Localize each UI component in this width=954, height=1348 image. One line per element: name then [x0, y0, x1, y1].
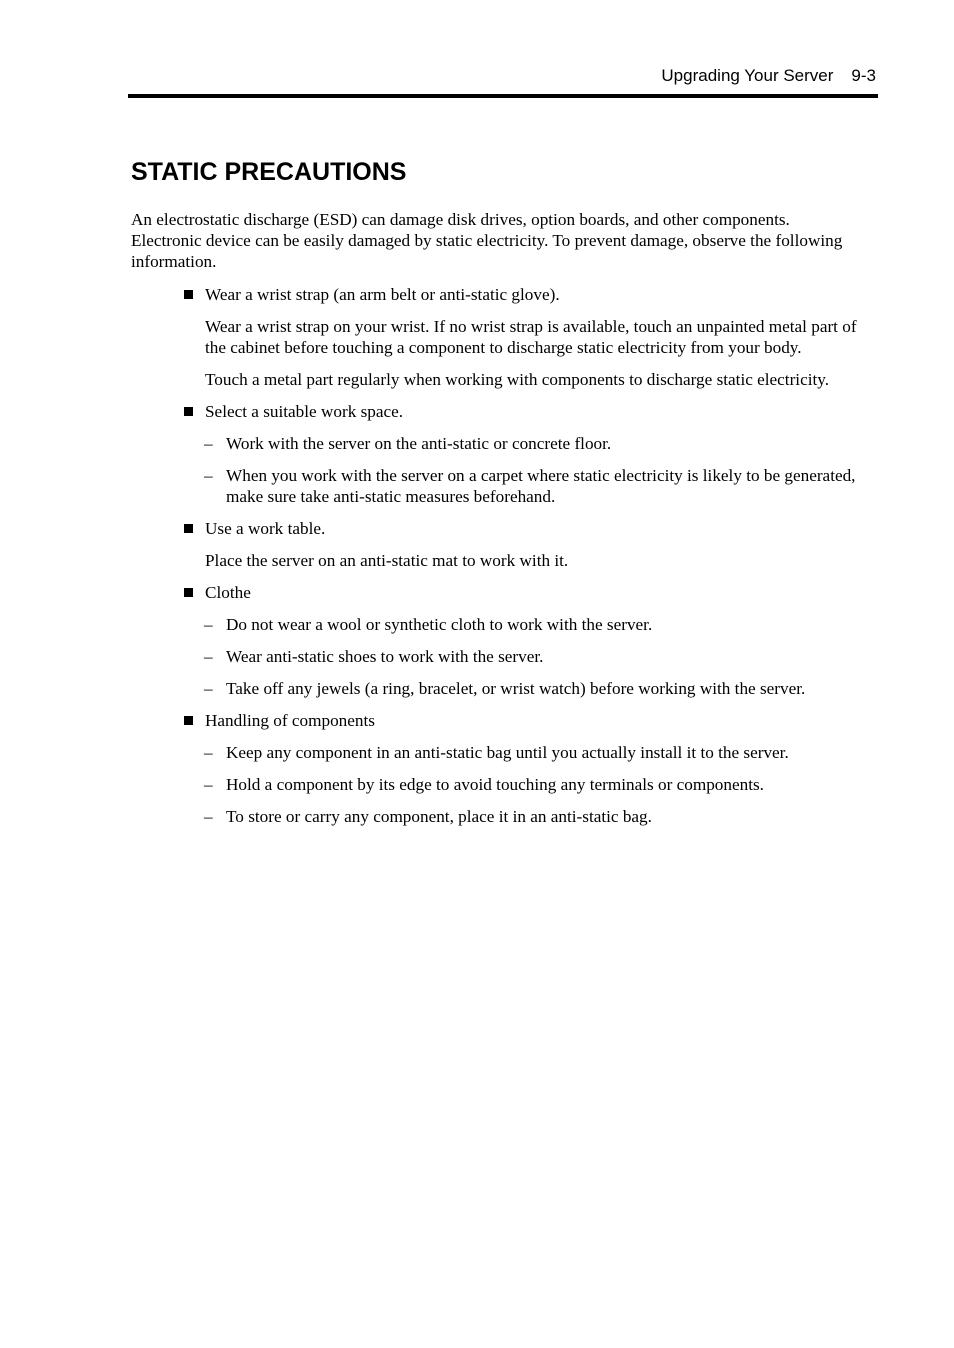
dash-icon: –	[204, 647, 213, 666]
dash-list-item	[184, 614, 864, 635]
dash-icon: –	[204, 466, 213, 485]
page-title: STATIC PRECAUTIONS	[131, 158, 407, 186]
bullet-heading: Clothe	[205, 583, 251, 602]
square-bullet-icon	[184, 588, 193, 597]
precautions-list	[184, 284, 864, 838]
bullet-item	[184, 284, 864, 305]
dash-item-text: Take off any jewels (a ring, bracelet, or wrist watch) before working with the server.	[226, 679, 806, 698]
dash-list-item	[184, 433, 864, 454]
page-header	[128, 64, 878, 98]
dash-item-text: When you work with the server on a carpet where static electricity is likely to be generated, make sure take anti-static measures beforehand.	[226, 466, 856, 506]
sub-paragraph: Place the server on an anti-static mat to work with it.	[205, 551, 569, 570]
dash-list-item	[184, 646, 864, 667]
dash-item-text: Do not wear a wool or synthetic cloth to work with the server.	[226, 615, 653, 634]
dash-item-text: To store or carry any component, place it in an anti-static bag.	[226, 807, 652, 826]
bullet-heading: Use a work table.	[205, 519, 326, 538]
square-bullet-icon	[184, 716, 193, 725]
square-bullet-icon	[184, 407, 193, 416]
dash-icon: –	[204, 807, 213, 826]
intro-paragraph: An electrostatic discharge (ESD) can damage disk drives, option boards, and other components. Electronic device can be easily damaged by static electricity. To prevent damage, observe the following information.	[131, 210, 843, 271]
dash-icon: –	[204, 615, 213, 634]
header-text	[661, 65, 876, 87]
dash-item-text: Hold a component by its edge to avoid touching any terminals or components.	[226, 775, 764, 794]
bullet-heading: Select a suitable work space.	[205, 402, 404, 421]
dash-list-item	[184, 774, 864, 795]
dash-list-item	[184, 465, 864, 507]
dash-icon: –	[204, 434, 213, 453]
square-bullet-icon	[184, 290, 193, 299]
bullet-item	[184, 518, 864, 539]
bullet-heading: Handling of components	[205, 711, 375, 730]
dash-item-text: Wear anti-static shoes to work with the server.	[226, 647, 544, 666]
dash-icon: –	[204, 743, 213, 762]
dash-list-item	[184, 742, 864, 763]
dash-item-text: Keep any component in an anti-static bag until you actually install it to the server.	[226, 743, 789, 762]
page-number: 9-3	[851, 66, 876, 85]
dash-icon: –	[204, 679, 213, 698]
header-section-title: Upgrading Your Server	[661, 66, 834, 85]
dash-list-item	[184, 678, 864, 699]
dash-icon: –	[204, 775, 213, 794]
sub-paragraph: Wear a wrist strap on your wrist. If no wrist strap is available, touch an unpainted metal part of the cabinet before touching a component to discharge static electricity from your body.	[205, 317, 857, 357]
sub-paragraph: Touch a metal part regularly when working with components to discharge static electricity.	[205, 370, 830, 389]
square-bullet-icon	[184, 524, 193, 533]
bullet-heading: Wear a wrist strap (an arm belt or anti-static glove).	[205, 285, 560, 304]
bullet-item	[184, 710, 864, 731]
dash-list-item	[184, 806, 864, 827]
dash-item-text: Work with the server on the anti-static or concrete floor.	[226, 434, 612, 453]
bullet-item	[184, 582, 864, 603]
bullet-item	[184, 401, 864, 422]
